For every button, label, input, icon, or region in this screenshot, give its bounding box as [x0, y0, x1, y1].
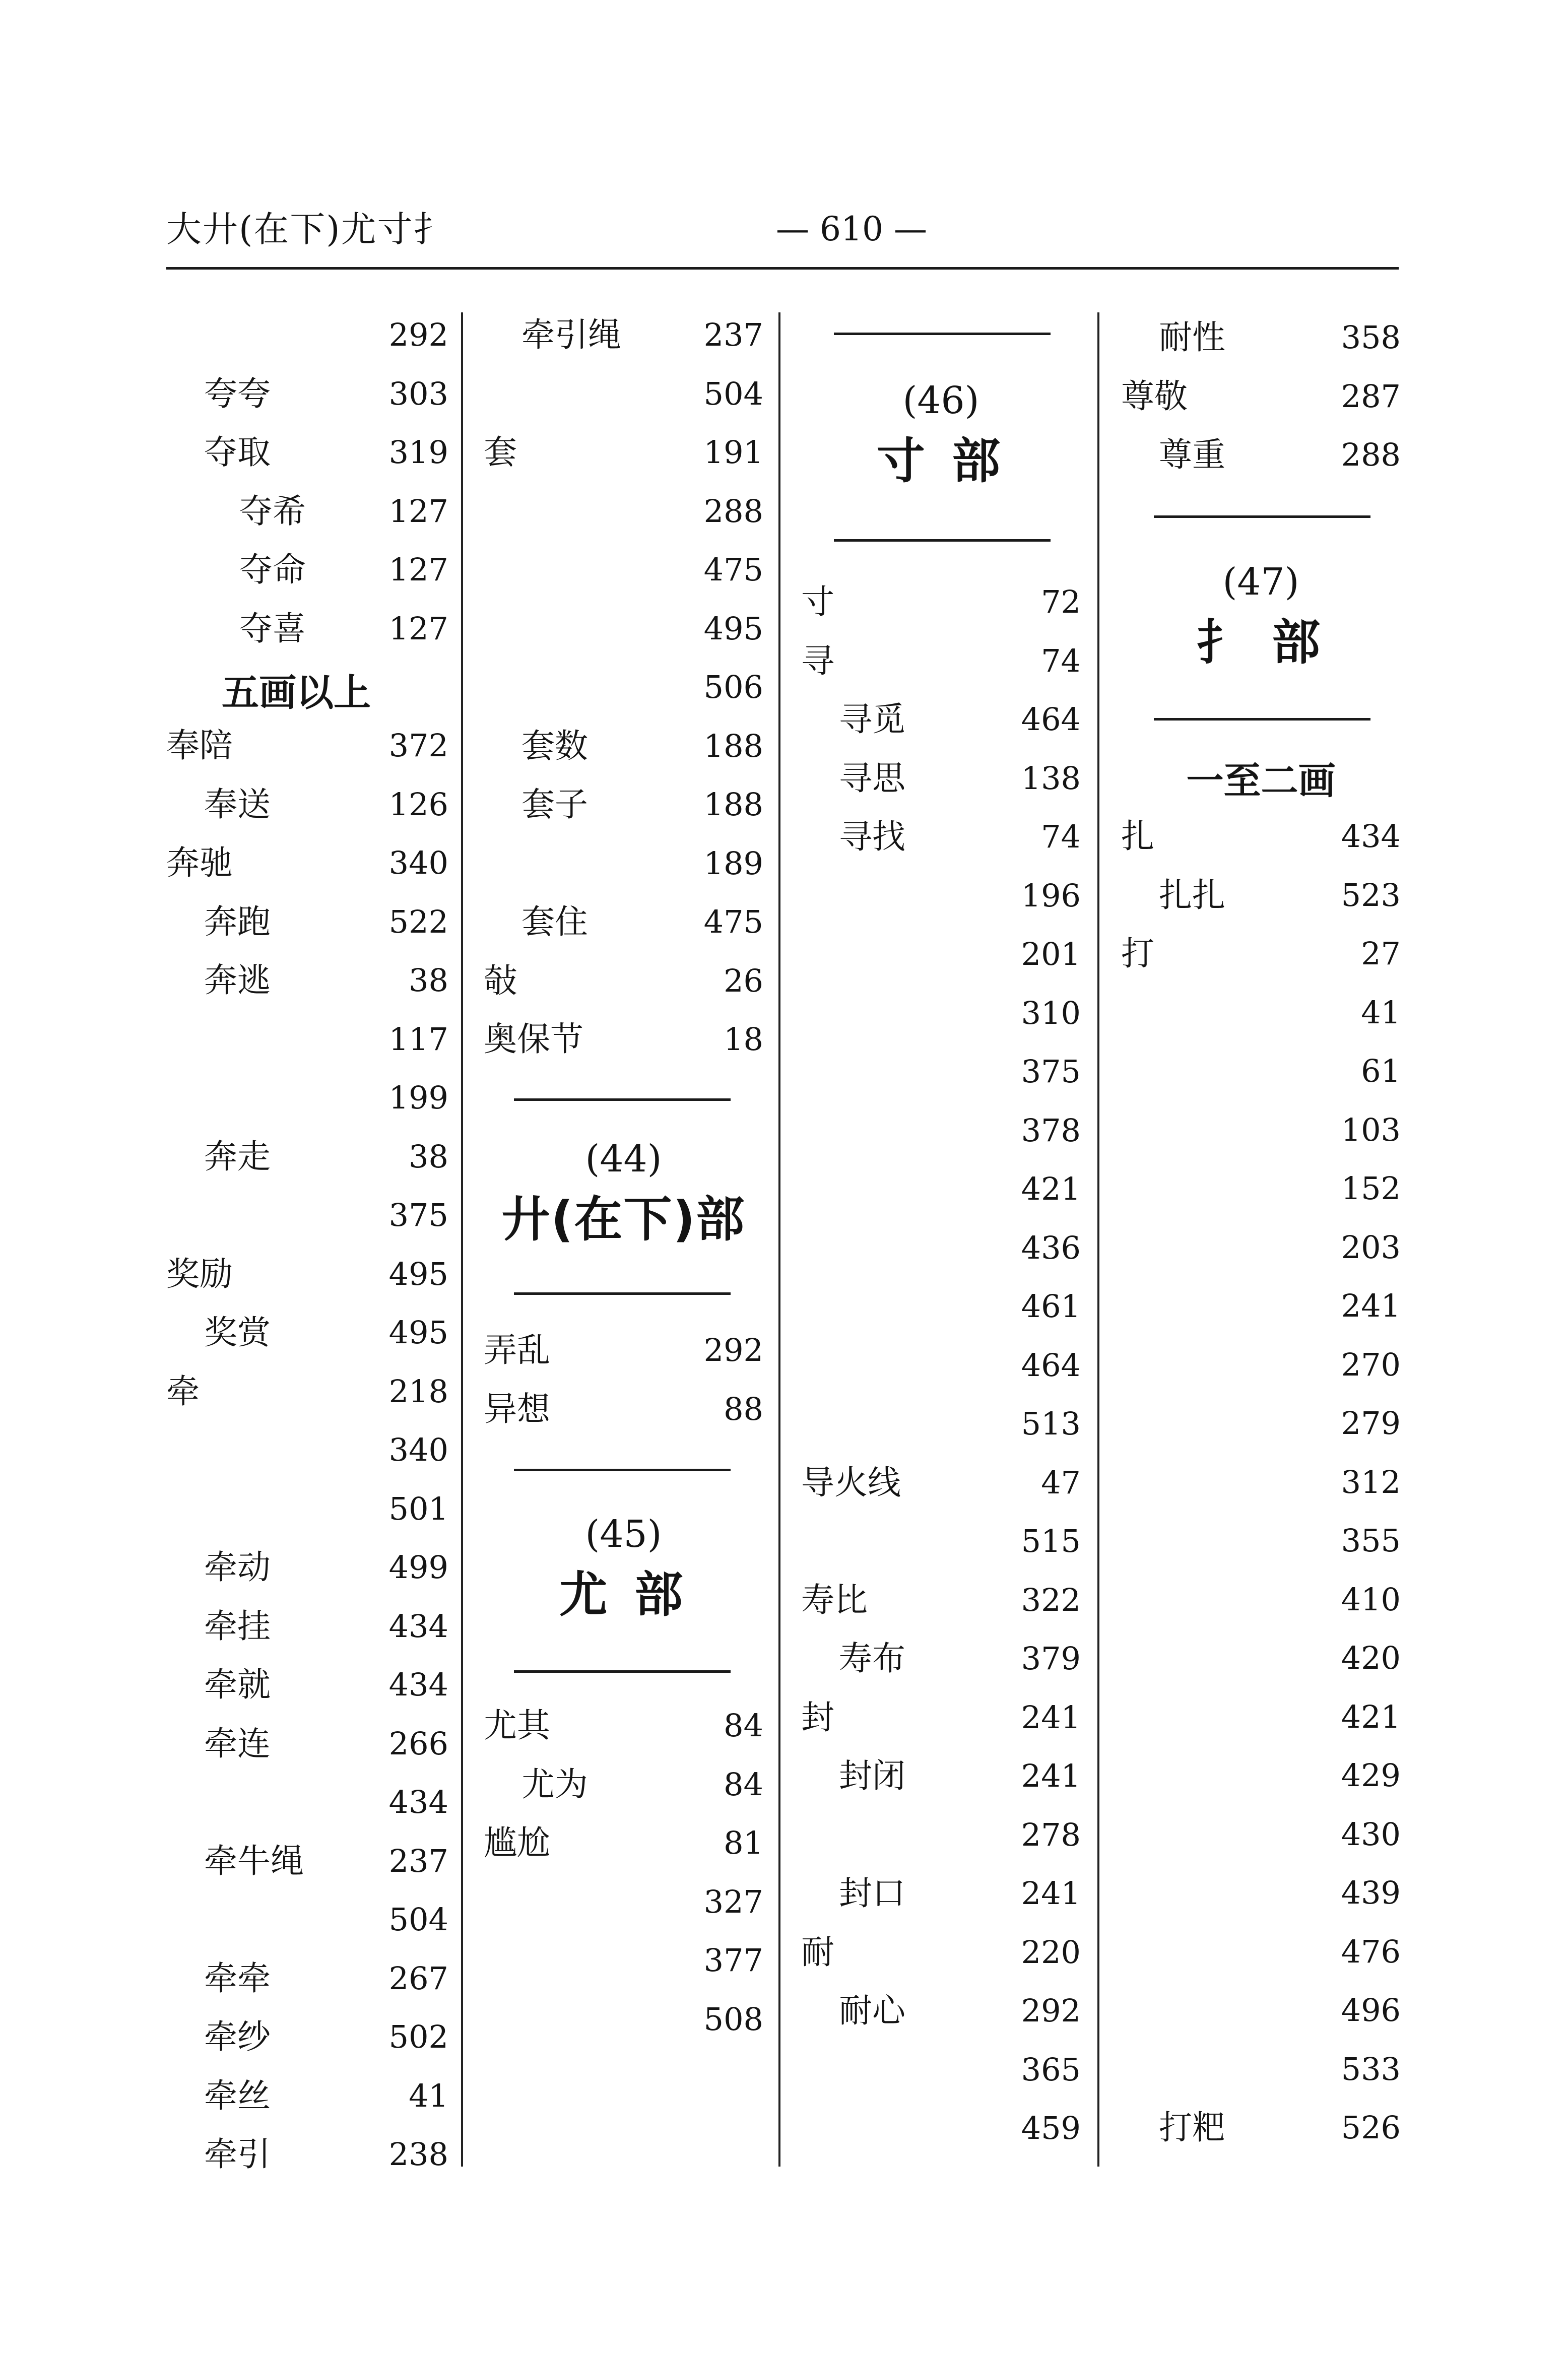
index-entry: [1121, 1220, 1401, 1275]
entry-term: 奥保节: [484, 1020, 583, 1059]
entry-page-number: 358: [1341, 319, 1401, 356]
index-entry: [484, 425, 763, 480]
entry-term: 敧: [484, 961, 517, 1000]
entry-page-number: 138: [1021, 759, 1081, 797]
entry-page-number: 103: [1341, 1111, 1401, 1148]
entry-page-number: 459: [1021, 2110, 1081, 2146]
index-entry: [801, 1161, 1081, 1217]
entry-page-number: 475: [703, 551, 763, 588]
entry-term: 牵牛绳: [204, 1841, 304, 1880]
entry-term: 夺希: [239, 491, 306, 531]
entry-page-number: 303: [388, 375, 448, 412]
index-entry: [166, 542, 448, 598]
entry-page-number: 237: [703, 316, 763, 353]
entry-page-number: 439: [1341, 1874, 1401, 1911]
entry-page-number: 241: [1341, 1287, 1401, 1324]
entry-page-number: 41: [1361, 994, 1401, 1031]
entry-term: 夸夸: [204, 374, 271, 413]
index-entry: [484, 660, 763, 715]
entry-page-number: 430: [1341, 1815, 1401, 1853]
index-entry: [484, 894, 763, 950]
index-entry: [1121, 1924, 1401, 1980]
entry-term: 打粑: [1159, 2108, 1225, 2147]
entry-page-number: 238: [388, 2136, 448, 2173]
index-entry: [1121, 1983, 1401, 2038]
section-rule: [514, 1292, 731, 1295]
index-entry: [166, 307, 448, 363]
index-entry: [801, 927, 1081, 982]
index-entry: [801, 986, 1081, 1041]
entry-page-number: 72: [1041, 583, 1081, 620]
index-entry: [484, 542, 763, 598]
entry-term: 寸: [801, 582, 834, 621]
entry-page-number: 38: [409, 1138, 448, 1175]
index-entry: [1121, 985, 1401, 1040]
index-entry: [166, 835, 448, 891]
entry-term: 寿布: [839, 1639, 905, 1678]
index-entry: [801, 1455, 1081, 1511]
entry-page-number: 379: [1021, 1640, 1081, 1677]
index-entry: [166, 1599, 448, 1654]
entry-term: 尤为: [521, 1764, 588, 1804]
index-entry: [484, 718, 763, 774]
entry-page-number: 421: [1021, 1170, 1081, 1207]
entry-term: 牵就: [204, 1665, 271, 1704]
header-radicals: 大廾(在下)尤寸扌: [166, 209, 450, 250]
entry-term: 套数: [521, 726, 588, 765]
index-entry: [166, 1775, 448, 1830]
index-entry: [166, 1716, 448, 1772]
entry-page-number: 312: [1341, 1463, 1401, 1500]
entry-term: 牵: [166, 1371, 200, 1411]
index-entry: [166, 1188, 448, 1243]
index-entry: [166, 2009, 448, 2065]
entry-page-number: 117: [388, 1020, 448, 1058]
index-entry: [801, 2101, 1081, 2156]
index-entry: [484, 836, 763, 891]
entry-term: 尴尬: [484, 1823, 550, 1862]
entry-term: 扎扎: [1159, 875, 1225, 914]
entry-page-number: 355: [1341, 1522, 1401, 1559]
entry-page-number: 278: [1021, 1816, 1081, 1853]
entry-term: 套子: [521, 785, 588, 824]
entry-term: 弄乱: [484, 1331, 550, 1369]
entry-page-number: 464: [1021, 1346, 1081, 1384]
entry-page-number: 310: [1021, 994, 1081, 1031]
entry-term: 牵连: [204, 1724, 271, 1763]
index-entry: [801, 751, 1081, 806]
entry-term: 耐: [801, 1932, 834, 1972]
index-entry: [801, 1983, 1081, 2039]
entry-page-number: 241: [1021, 1698, 1081, 1736]
entry-page-number: 41: [409, 2077, 448, 2114]
index-entry: [1121, 809, 1401, 864]
index-entry: [166, 1481, 448, 1537]
section-rule: [834, 539, 1051, 542]
entry-page-number: 201: [1021, 936, 1081, 972]
index-entry: [166, 425, 448, 480]
index-entry: [166, 953, 448, 1008]
index-entry: [166, 718, 448, 773]
index-entry: [166, 2127, 448, 2182]
index-entry: [484, 1992, 763, 2047]
entry-page-number: 506: [703, 669, 763, 705]
entry-page-number: 499: [388, 1549, 448, 1586]
index-entry: [484, 1815, 763, 1871]
entry-term: 尊重: [1159, 435, 1225, 474]
index-entry: [166, 1951, 448, 2006]
radical-heading: 尤 部: [559, 1566, 688, 1623]
entry-term: 牵牵: [204, 1958, 271, 1998]
entry-page-number: 501: [388, 1490, 448, 1527]
entry-page-number: 496: [1341, 1992, 1401, 2029]
entry-page-number: 220: [1021, 1933, 1081, 1971]
entry-page-number: 292: [703, 1332, 763, 1368]
entry-term: 寻思: [839, 758, 905, 798]
index-entry: [166, 1834, 448, 1889]
radical-number: (47): [1222, 560, 1299, 604]
page-number: — 610 —: [776, 210, 927, 248]
index-entry: [484, 484, 763, 539]
entry-page-number: 522: [388, 903, 448, 940]
index-entry: [1121, 2042, 1401, 2097]
entry-page-number: 288: [1341, 436, 1401, 473]
entry-page-number: 523: [1341, 876, 1401, 913]
entry-page-number: 292: [388, 316, 448, 353]
entry-page-number: 127: [388, 610, 448, 647]
entry-page-number: 526: [1341, 2109, 1401, 2146]
entry-term: 打: [1121, 934, 1154, 973]
index-column-1: [166, 292, 448, 2174]
index-entry: [1121, 310, 1401, 365]
index-entry: [801, 1103, 1081, 1158]
entry-page-number: 434: [388, 1666, 448, 1703]
entry-term: 尤其: [484, 1706, 550, 1745]
entry-page-number: 74: [1041, 642, 1081, 679]
entry-page-number: 436: [1021, 1229, 1081, 1266]
entry-term: 尊敬: [1121, 376, 1188, 416]
entry-page-number: 513: [1021, 1405, 1081, 1442]
entry-page-number: 237: [388, 1842, 448, 1879]
index-entry: [1121, 1043, 1401, 1099]
entry-term: 寻觅: [839, 700, 905, 739]
entry-page-number: 504: [703, 375, 763, 412]
index-entry: [166, 1012, 448, 1067]
index-entry: [1121, 1337, 1401, 1393]
radical-number: (46): [902, 379, 979, 422]
entry-term: 奔逃: [204, 961, 271, 1000]
entry-term: 耐性: [1159, 318, 1225, 357]
index-entry: [1121, 1865, 1401, 1921]
entry-term: 套住: [521, 902, 588, 941]
index-entry: [801, 1279, 1081, 1334]
entry-term: 夺命: [239, 550, 306, 589]
index-column-4: [1121, 292, 1401, 2167]
entry-term: 寻: [801, 641, 834, 680]
entry-page-number: 266: [388, 1725, 448, 1762]
section-rule: [834, 333, 1051, 335]
radical-number: (44): [585, 1137, 662, 1181]
entry-page-number: 241: [1021, 1757, 1081, 1794]
index-entry: [166, 777, 448, 832]
entry-page-number: 327: [703, 1883, 763, 1920]
entry-term: 异想: [484, 1389, 550, 1428]
index-entry: [1121, 868, 1401, 923]
radical-heading: 寸 部: [876, 433, 1006, 489]
section-rule: [1154, 515, 1370, 518]
entry-page-number: 365: [1021, 2051, 1081, 2088]
entry-page-number: 127: [388, 551, 448, 588]
entry-term: 奖励: [166, 1254, 233, 1293]
index-entry: [166, 1305, 448, 1360]
entry-page-number: 292: [1021, 1992, 1081, 2029]
index-column-3: [801, 292, 1081, 2167]
index-entry: [484, 953, 763, 1009]
section-rule: [514, 1098, 731, 1101]
index-entry: [1121, 1513, 1401, 1568]
entry-term: 夺取: [204, 433, 271, 472]
entry-page-number: 26: [724, 962, 763, 999]
index-entry: [1121, 2100, 1401, 2155]
index-entry: [166, 2068, 448, 2124]
column-divider: [1097, 312, 1099, 2167]
entry-page-number: 27: [1361, 935, 1401, 972]
entry-page-number: 218: [388, 1372, 448, 1410]
entry-page-number: 429: [1341, 1757, 1401, 1794]
entry-page-number: 502: [388, 2018, 448, 2055]
index-entry: [484, 1012, 763, 1067]
index-entry: [801, 692, 1081, 747]
index-entry: [1121, 1455, 1401, 1510]
entry-page-number: 434: [388, 1607, 448, 1645]
index-entry: [484, 1323, 763, 1378]
index-entry: [1121, 1572, 1401, 1627]
index-entry: [801, 809, 1081, 865]
entry-page-number: 196: [1021, 877, 1081, 914]
entry-page-number: 203: [1341, 1228, 1401, 1266]
entry-term: 奔走: [204, 1137, 271, 1176]
entry-page-number: 88: [724, 1390, 763, 1427]
index-entry: [166, 1070, 448, 1126]
index-entry: [166, 484, 448, 539]
index-entry: [801, 1807, 1081, 1863]
entry-page-number: 420: [1341, 1640, 1401, 1676]
index-entry: [801, 2042, 1081, 2098]
index-entry: [801, 868, 1081, 924]
page-header: [166, 204, 1399, 254]
entry-term: 套: [484, 433, 517, 472]
entry-term: 耐心: [839, 1991, 905, 2030]
index-entry: [484, 307, 763, 363]
entry-term: 牵丝: [204, 2076, 271, 2115]
entry-page-number: 476: [1341, 1933, 1401, 1970]
entry-page-number: 191: [703, 434, 763, 471]
entry-page-number: 189: [703, 844, 763, 882]
index-entry: [166, 1129, 448, 1185]
entry-page-number: 375: [1021, 1053, 1081, 1090]
entry-page-number: 199: [388, 1079, 448, 1116]
entry-term: 寻找: [839, 817, 905, 856]
entry-term: 奔跑: [204, 902, 271, 941]
entry-page-number: 340: [388, 1431, 448, 1468]
index-entry: [166, 1422, 448, 1478]
entry-page-number: 270: [1341, 1346, 1401, 1383]
index-entry: [1121, 1689, 1401, 1745]
entry-page-number: 410: [1341, 1581, 1401, 1618]
index-entry: [484, 1382, 763, 1437]
index-entry: [801, 1514, 1081, 1569]
entry-page-number: 188: [703, 727, 763, 764]
entry-page-number: 464: [1021, 701, 1081, 738]
index-entry: [801, 1866, 1081, 1921]
entry-page-number: 504: [388, 1901, 448, 1938]
entry-page-number: 495: [703, 610, 763, 647]
entry-page-number: 434: [1341, 818, 1401, 855]
index-entry: [166, 1657, 448, 1713]
index-entry: [484, 1933, 763, 1988]
entry-term: 寿比: [801, 1580, 868, 1619]
stroke-subheading: 五画以上: [222, 671, 371, 714]
column-divider: [778, 312, 780, 2167]
entry-page-number: 340: [388, 844, 448, 881]
entry-page-number: 38: [409, 962, 448, 999]
entry-page-number: 377: [703, 1942, 763, 1979]
index-entry: [801, 1044, 1081, 1099]
entry-term: 牵引: [204, 2135, 271, 2174]
radical-heading: 扌 部: [1196, 614, 1326, 671]
entry-page-number: 47: [1041, 1464, 1081, 1501]
entry-page-number: 322: [1021, 1581, 1081, 1618]
entry-term: 牵引绳: [521, 315, 621, 354]
entry-term: 封: [801, 1697, 834, 1737]
index-entry: [1121, 1278, 1401, 1334]
index-entry: [166, 1364, 448, 1419]
radical-number: (45): [585, 1513, 662, 1556]
index-entry: [484, 1698, 763, 1753]
entry-page-number: 495: [388, 1314, 448, 1351]
index-entry: [484, 366, 763, 422]
entry-page-number: 287: [1341, 377, 1401, 415]
entry-page-number: 279: [1341, 1405, 1401, 1442]
index-entry: [1121, 427, 1401, 483]
index-entry: [166, 1540, 448, 1595]
entry-term: 奉陪: [166, 726, 233, 765]
entry-page-number: 378: [1021, 1111, 1081, 1149]
entry-page-number: 18: [724, 1021, 763, 1058]
entry-page-number: 319: [388, 434, 448, 471]
index-entry: [801, 1220, 1081, 1276]
section-rule: [514, 1670, 731, 1673]
index-entry: [801, 1338, 1081, 1393]
entry-term: 牵动: [204, 1548, 271, 1587]
index-entry: [1121, 926, 1401, 982]
index-entry: [801, 1690, 1081, 1745]
entry-term: 扎: [1121, 817, 1154, 856]
entry-page-number: 372: [388, 727, 448, 764]
index-entry: [1121, 1630, 1401, 1686]
index-entry: [166, 894, 448, 950]
entry-page-number: 475: [703, 903, 763, 940]
entry-page-number: 61: [1361, 1053, 1401, 1089]
entry-page-number: 508: [703, 2000, 763, 2038]
entry-term: 奔驰: [166, 843, 233, 882]
entry-term: 奖赏: [204, 1313, 271, 1352]
entry-term: 牵挂: [204, 1606, 271, 1646]
index-entry: [484, 1757, 763, 1812]
entry-page-number: 421: [1341, 1698, 1401, 1735]
index-entry: [801, 633, 1081, 689]
entry-page-number: 126: [388, 786, 448, 823]
index-entry: [1121, 1102, 1401, 1158]
entry-page-number: 81: [724, 1824, 763, 1861]
entry-page-number: 84: [724, 1707, 763, 1744]
entry-page-number: 127: [388, 492, 448, 530]
entry-page-number: 495: [388, 1255, 448, 1292]
entry-page-number: 152: [1341, 1170, 1401, 1207]
entry-term: 夺喜: [239, 609, 306, 648]
entry-page-number: 241: [1021, 1875, 1081, 1912]
index-entry: [484, 601, 763, 657]
index-entry: [166, 1892, 448, 1947]
index-entry: [801, 1748, 1081, 1804]
index-entry: [1121, 1807, 1401, 1862]
entry-term: 封口: [839, 1874, 905, 1913]
header-rule: [166, 267, 1399, 270]
entry-term: 牵纱: [204, 2017, 271, 2056]
entry-term: 封闭: [839, 1756, 905, 1795]
column-divider: [461, 312, 463, 2167]
index-entry: [1121, 369, 1401, 424]
index-entry: [801, 1396, 1081, 1452]
index-entry: [801, 1573, 1081, 1628]
entry-page-number: 533: [1341, 2050, 1401, 2087]
index-entry: [166, 601, 448, 657]
index-entry: [801, 574, 1081, 630]
entry-page-number: 84: [724, 1766, 763, 1803]
index-entry: [1121, 1161, 1401, 1216]
radical-heading: 廾(在下)部: [501, 1191, 746, 1248]
index-entry: [166, 366, 448, 422]
index-entry: [1121, 1396, 1401, 1451]
entry-page-number: 375: [388, 1197, 448, 1233]
index-column-2: [484, 292, 763, 2167]
entry-page-number: 74: [1041, 818, 1081, 855]
index-entry: [484, 777, 763, 832]
index-entry: [484, 1874, 763, 1930]
entry-page-number: 188: [703, 786, 763, 823]
entry-page-number: 434: [388, 1784, 448, 1820]
entry-page-number: 461: [1021, 1288, 1081, 1325]
entry-page-number: 515: [1021, 1523, 1081, 1559]
stroke-subheading: 一至二画: [1186, 759, 1336, 803]
section-rule: [514, 1469, 731, 1471]
index-entry: [1121, 1748, 1401, 1803]
entry-term: 导火线: [801, 1463, 901, 1502]
index-entry: [166, 1247, 448, 1302]
entry-page-number: 288: [703, 492, 763, 530]
index-entry: [801, 1925, 1081, 1980]
section-rule: [1154, 718, 1370, 721]
index-entry: [801, 1631, 1081, 1686]
entry-page-number: 267: [388, 1959, 448, 1997]
entry-term: 奉送: [204, 784, 271, 824]
